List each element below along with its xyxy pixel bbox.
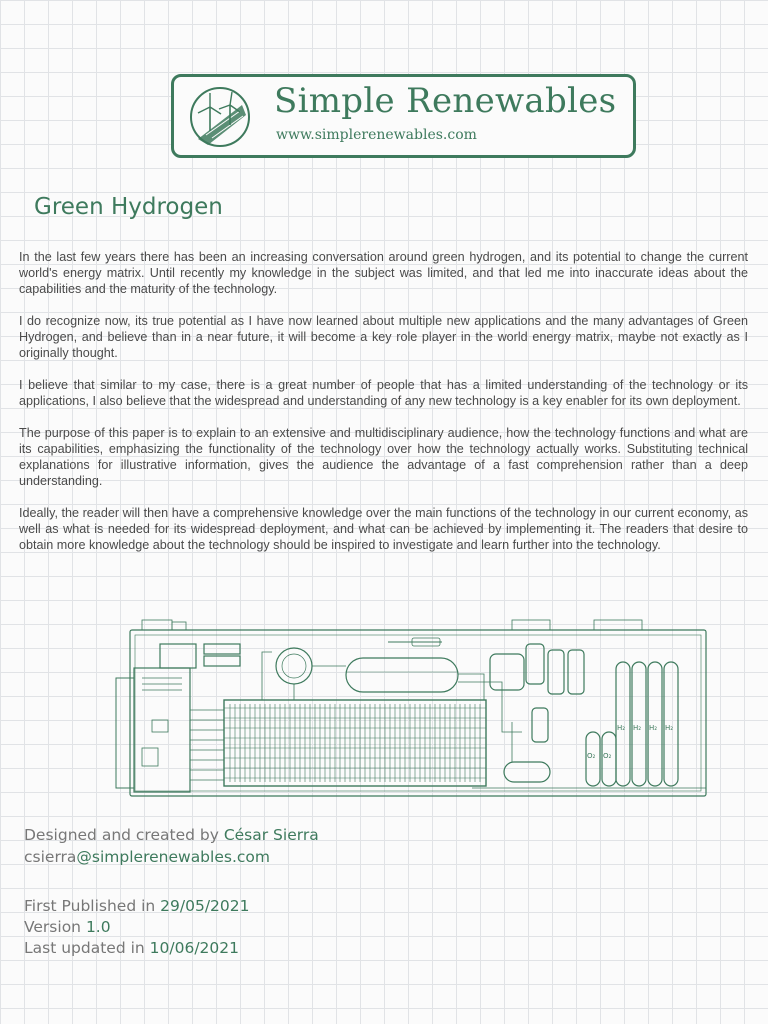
- version-line: [24, 917, 250, 938]
- tank-label: H₂: [617, 724, 626, 732]
- paragraph: I believe that similar to my case, there is a great number of people that has a limited understanding of the technology or its applications, I also believe that the widespread and understanding of any new technology is a key enabler for its own deployment.: [19, 378, 748, 408]
- last-updated-date: 10/06/2021: [149, 939, 239, 957]
- hydrogen-container-diagram: [112, 612, 712, 804]
- first-published-label: First Published in: [24, 897, 161, 915]
- tank-label: O₂: [587, 752, 596, 760]
- email-user: csierra: [24, 848, 77, 866]
- tank-label: H₂: [665, 724, 674, 732]
- document-title: Green Hydrogen: [34, 194, 223, 220]
- version-label: Version: [24, 918, 86, 936]
- logo-banner: [171, 74, 636, 158]
- paragraph: Ideally, the reader will then have a comprehensive knowledge over the main functions of the technology in our current economy, as well as what is needed for its widespread deployment, and what can be achieved by implementing it. The readers that desire to obtain more knowledge about the technology should be inspired to investigate and learn further into the technology.: [19, 506, 748, 552]
- credits: [24, 824, 319, 868]
- last-updated-line: [24, 938, 250, 959]
- version-number: 1.0: [85, 918, 111, 936]
- last-updated-label: Last updated in: [24, 939, 150, 957]
- email-line[interactable]: [24, 846, 319, 868]
- tank-label: O₂: [603, 752, 612, 760]
- author-name: César Sierra: [223, 826, 319, 844]
- wind-solar-logo-icon: [188, 85, 252, 149]
- intro-text: [19, 249, 748, 569]
- email-domain: @simplerenewables.com: [76, 848, 270, 866]
- paragraph: In the last few years there has been an increasing conversation around green hydrogen, and its potential to change the current world's energy matrix. Until recently my knowledge in the subject was limited, and that led me into inaccurate ideas about the capabilities and the maturity of the technology.: [19, 250, 748, 296]
- paragraph: The purpose of this paper is to explain to an extensive and multidisciplinary audience, how the technology functions and what are its capabilities, emphasizing the functionality of the technology over how the technology actually works. Substituting technical explanations for illustrative information, gives the audience the advantage of a fast comprehension rather than a deep understanding.: [19, 426, 748, 488]
- publication-info: [24, 896, 250, 959]
- tank-label: H₂: [633, 724, 642, 732]
- tank-label: H₂: [649, 724, 658, 732]
- first-published-date: 29/05/2021: [160, 897, 250, 915]
- paragraph: I do recognize now, its true potential as I have now learned about multiple new applications and the many advantages of Green Hydrogen, and believe than in a near future, it will become a key role player in the world energy matrix, maybe not exactly as I originally thought.: [19, 314, 748, 360]
- brand-name: Simple Renewables: [274, 81, 617, 121]
- first-published-line: [24, 896, 250, 917]
- designed-by-line: [24, 824, 319, 846]
- designed-by-label: Designed and created by: [24, 826, 224, 844]
- brand-url: www.simplerenewables.com: [276, 127, 477, 143]
